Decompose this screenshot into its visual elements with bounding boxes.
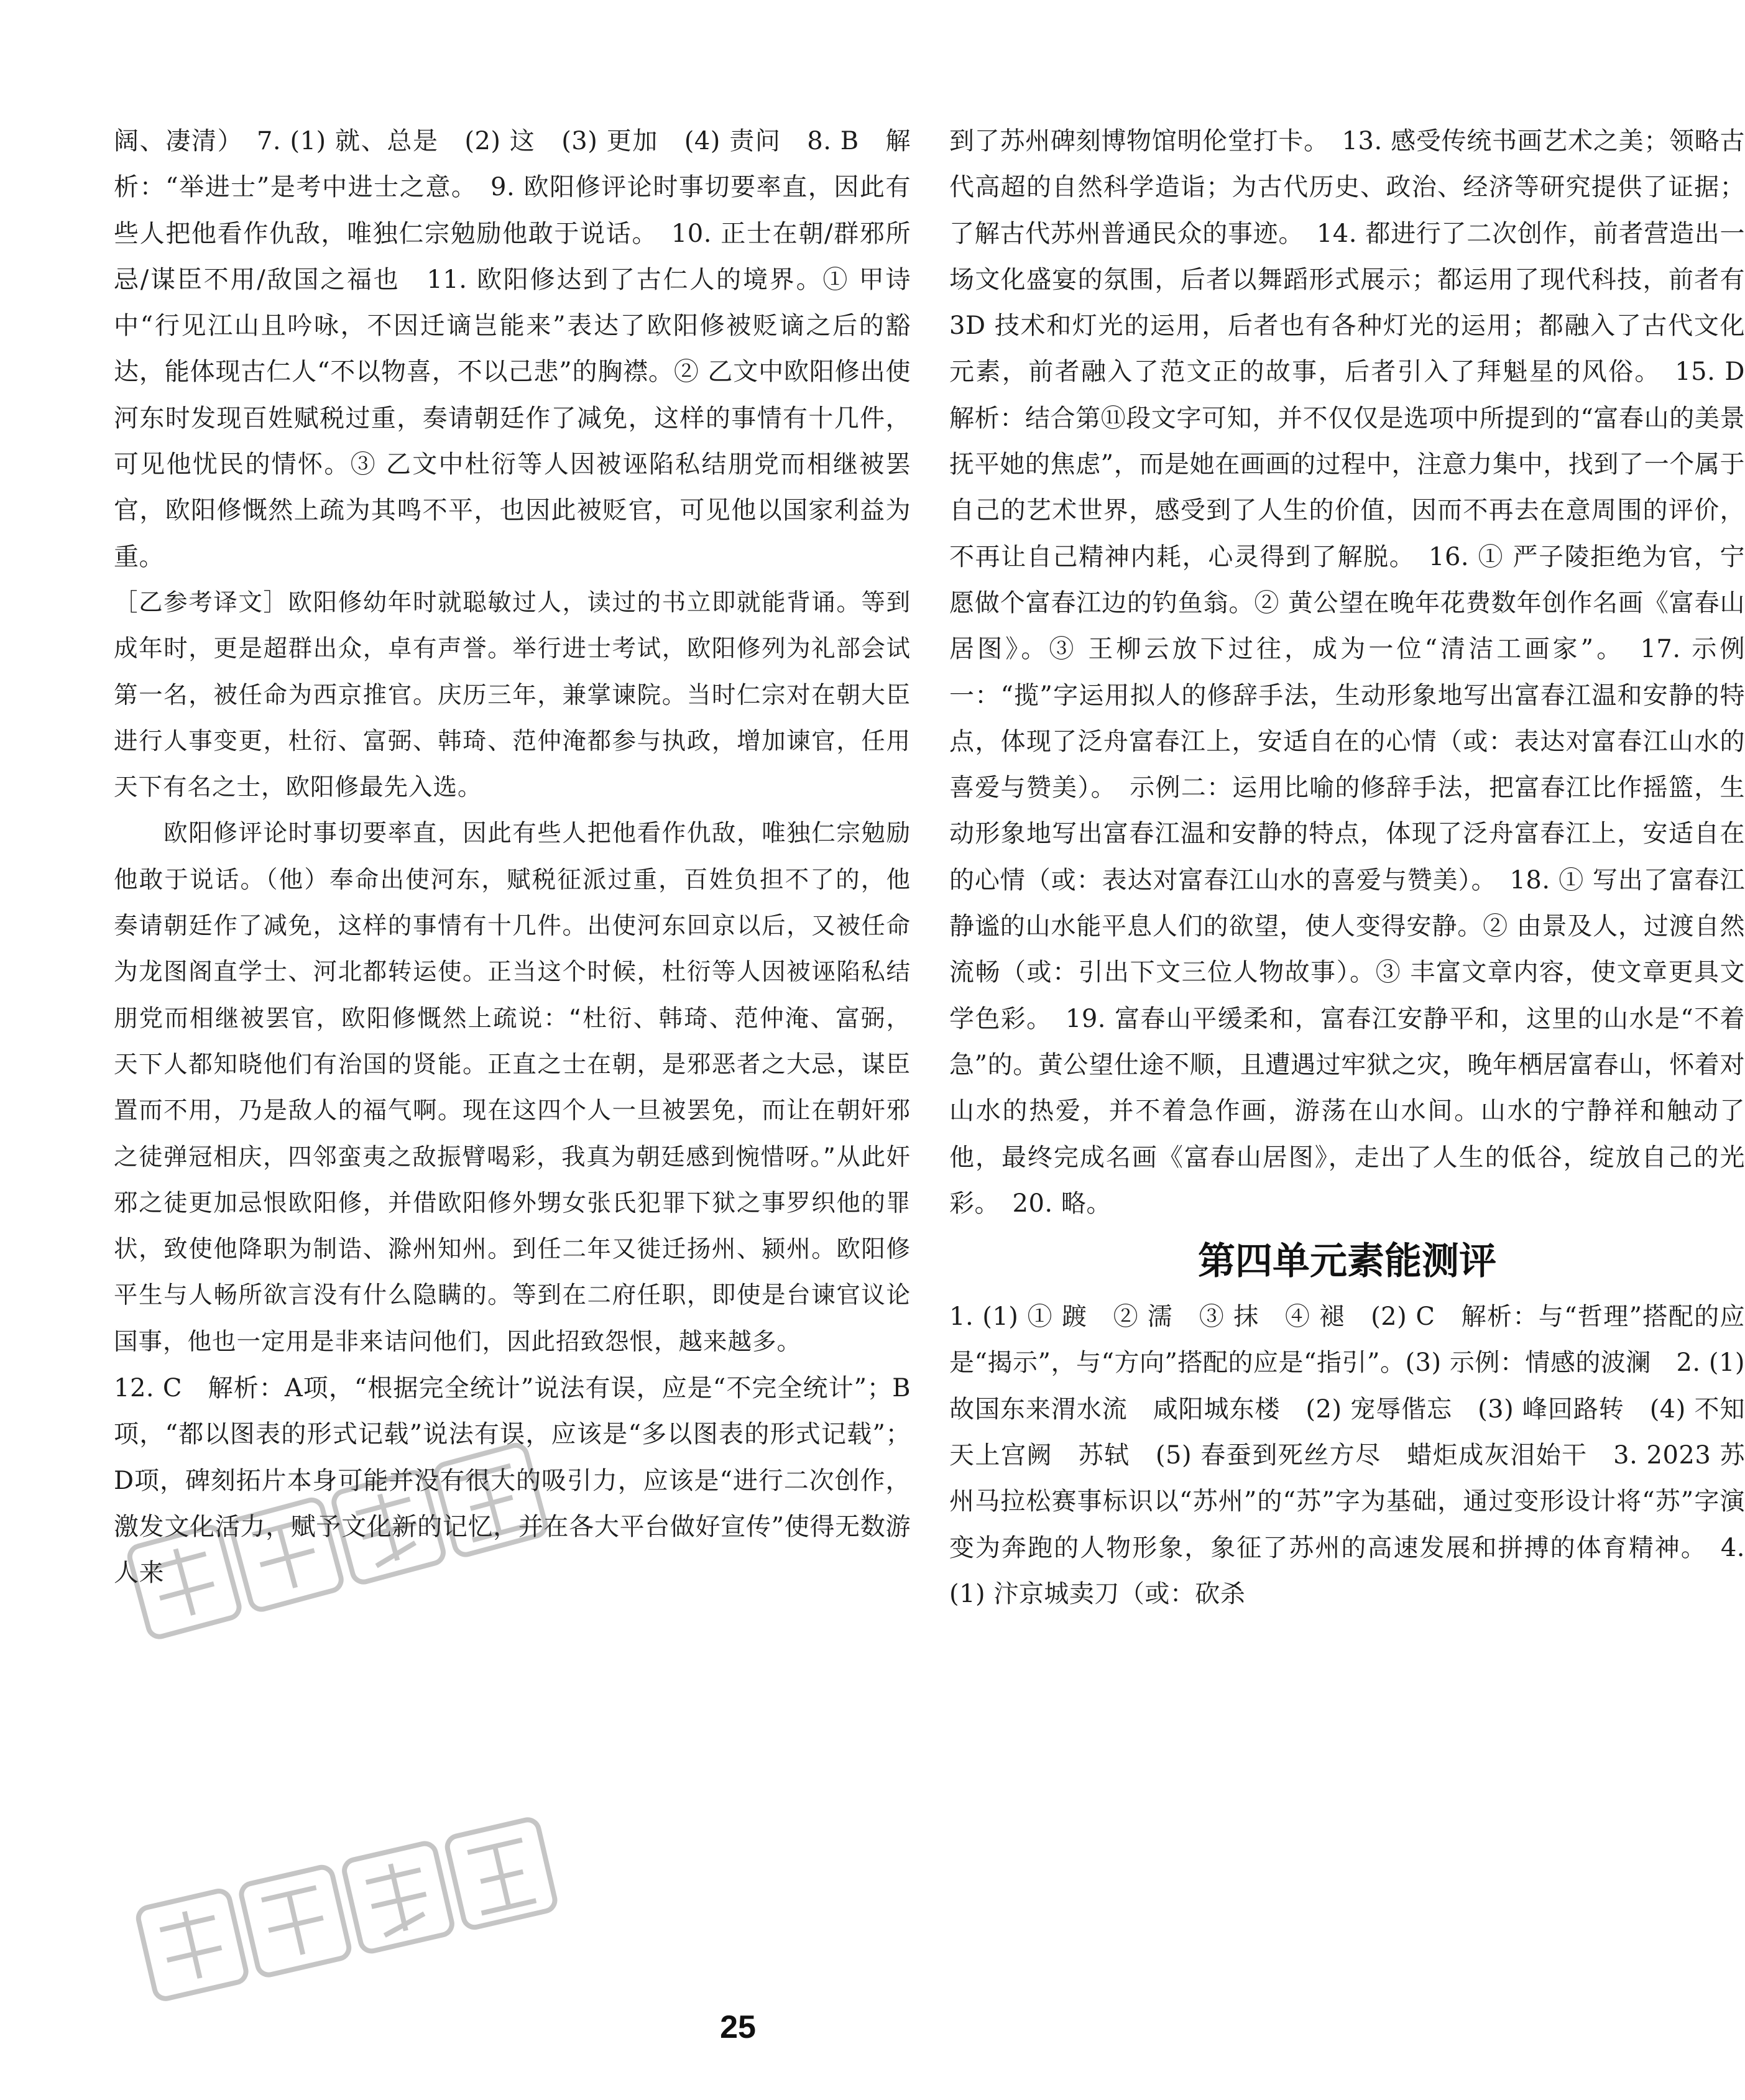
answer-paragraph: 阔、凄清） 7. (1) 就、总是 (2) 这 (3) 更加 (4) 责问 8. B 解析：“举进士”是考中进士之意。 9. 欧阳修评论时事切要率直，因此有些人把他看作仇敌，唯独仁宗勉励他敢于说话。 10. 正士在朝/群邪所忌/谋臣不用/敌国之福也 11. 欧阳修达到了古仁人的境界。① 甲诗中“行见江山且吟咏，不因迁谪岂能来”表达了欧阳修被贬谪之后的豁达，能体现古仁人“不以物喜，不以己悲”的胸襟。② 乙文中欧阳修出使河东时发现百姓赋税过重，奏请朝廷作了减免，这样的事情有十几件，可见他忧民的情怀。③ 乙文中杜衍等人因被诬陷私结朋党而相继被罢官，欧阳修慨然上疏为其鸣不平，也因此被贬官，可见他以国家利益为重。: [114, 127, 911, 571]
answer-paragraph: 1. (1) ① 踱 ② 濡 ③ 抹 ④ 褪 (2) C 解析：与“哲理”搭配的应是“揭示”，与“方向”搭配的应是“指引”。(3) 示例：情感的波澜 2. (1) 故国东来渭水流 咸阳城东楼 (2) 宠辱偕忘 (3) 峰回路转 (4) 不知天上宫阙 苏轼 (5) 春蚕到死丝方尽 蜡炬成灰泪始干 3. 2023 苏州马拉松赛事标识以“苏州”的“苏”字为基础，通过变形设计将“苏”字演变为奔跑的人物形象，象征了苏州的高速发展和拼搏的体育精神。 4. (1) 汴京城卖刀（或：砍杀: [949, 1302, 1745, 1608]
answer-paragraph: 到了苏州碑刻博物馆明伦堂打卡。 13. 感受传统书画艺术之美；领略古代高超的自然科学造诣；为古代历史、政治、经济等研究提供了证据；了解古代苏州普通民众的事迹。 14. 都进行了二次创作，前者营造出一场文化盛宴的氛围，后者以舞蹈形式展示；都运用了现代科技，前者有 3D 技术和灯光的运用，后者也有各种灯光的运用；都融入了古代文化元素，前者融入了范文正的故事，后者引入了拜魁星的风俗。 15. D 解析：结合第⑪段文字可知，并不仅仅是选项中所提到的“富春山的美景抚平她的焦虑”，而是她在画画的过程中，注意力集中，找到了一个属于自己的艺术世界，感受到了人生的价值，因而不再去在意周围的评价，不再让自己精神内耗，心灵得到了解脱。 16. ① 严子陵拒绝为官，宁愿做个富春江边的钓鱼翁。② 黄公望在晚年花费数年创作名画《富春山居图》。③ 王柳云放下过往，成为一位“清洁工画家”。 17. 示例一：“揽”字运用拟人的修辞手法，生动形象地写出富春江温和安静的特点，体现了泛舟富春江上，安适自在的心情（或：表达对富春江山水的喜爱与赞美）。 示例二：运用比喻的修辞手法，把富春江比作摇篮，生动形象地写出富春江温和安静的特点，体现了泛舟富春江上，安适自在的心情（或：表达对富春江山水的喜爱与赞美）。 18. ① 写出了富春江静谧的山水能平息人们的欲望，使人变得安静。② 由景及人，过渡自然流畅（或：引出下文三位人物故事）。③ 丰富文章内容，使文章更具文学色彩。 19. 富春山平缓柔和，富春江安静平和，这里的山水是“不着急”的。黄公望仕途不顺，且遭遇过牢狱之灾，晚年栖居富春山，怀着对山水的热爱，并不着急作画，游荡在山水间。山水的宁静祥和触动了他，最终完成名画《富春山居图》，走出了人生的低谷，绽放自己的光彩。 20. 略。: [949, 127, 1745, 1218]
answer-paragraph: ［乙参考译文］欧阳修幼年时就聪敏过人，读过的书立即就能背诵。等到成年时，更是超群出众，卓有声誉。举行进士考试，欧阳修列为礼部会试第一名，被任命为西京推官。庆历三年，兼掌谏院。当时仁宗对在朝大臣进行人事变更，杜衍、富弼、韩琦、范仲淹都参与执政，增加谏官，任用天下有名之士，欧阳修最先入选。: [114, 588, 911, 802]
watermark-logo-graphic: [127, 1798, 590, 2014]
right-column: [949, 118, 1745, 1617]
page-number: 25: [720, 2009, 756, 2045]
answer-paragraph: 欧阳修评论时事切要率直，因此有些人把他看作仇敌，唯独仁宗勉励他敢于说话。（他）奉命出使河东，赋税征派过重，百姓负担不了的，他奏请朝廷作了减免，这样的事情有十几件。出使河东回京以后，又被任命为龙图阁直学士、河北都转运使。正当这个时候，杜衍等人因被诬陷私结朋党而相继被罢官，欧阳修慨然上疏说：“杜衍、韩琦、范仲淹、富弼，天下人都知晓他们有治国的贤能。正直之士在朝，是邪恶者之大忌，谋臣置而不用，乃是敌人的福气啊。现在这四个人一旦被罢免，而让在朝奸邪之徒弹冠相庆，四邻蛮夷之敌振臂喝彩，我真为朝廷感到惋惜呀。”从此奸邪之徒更加忌恨欧阳修，并借欧阳修外甥女张氏犯罪下狱之事罗织他的罪状，致使他降职为制诰、滁州知州。到任二年又徙迁扬州、颍州。欧阳修平生与人畅所欲言没有什么隐瞒的。等到在二府任职，即使是台谏官议论国事，他也一定用是非来诘问他们，因此招致怨恨，越来越多。: [114, 819, 911, 1356]
answer-paragraph: 12. C 解析：A项，“根据完全统计”说法有误，应是“不完全统计”；B项，“都以图表的形式记载”说法有误，应该是“多以图表的形式记载”；D项，碑刻拓片本身可能并没有很大的吸引力，应该是“进行二次创作，激发文化活力，赋予文化新的记忆，并在各大平台做好宣传”使得无数游人来: [114, 1374, 911, 1588]
left-column: [114, 118, 911, 1596]
section-title: 第四单元素能测评: [1198, 1240, 1496, 1284]
watermark-logo: [127, 1798, 591, 2017]
